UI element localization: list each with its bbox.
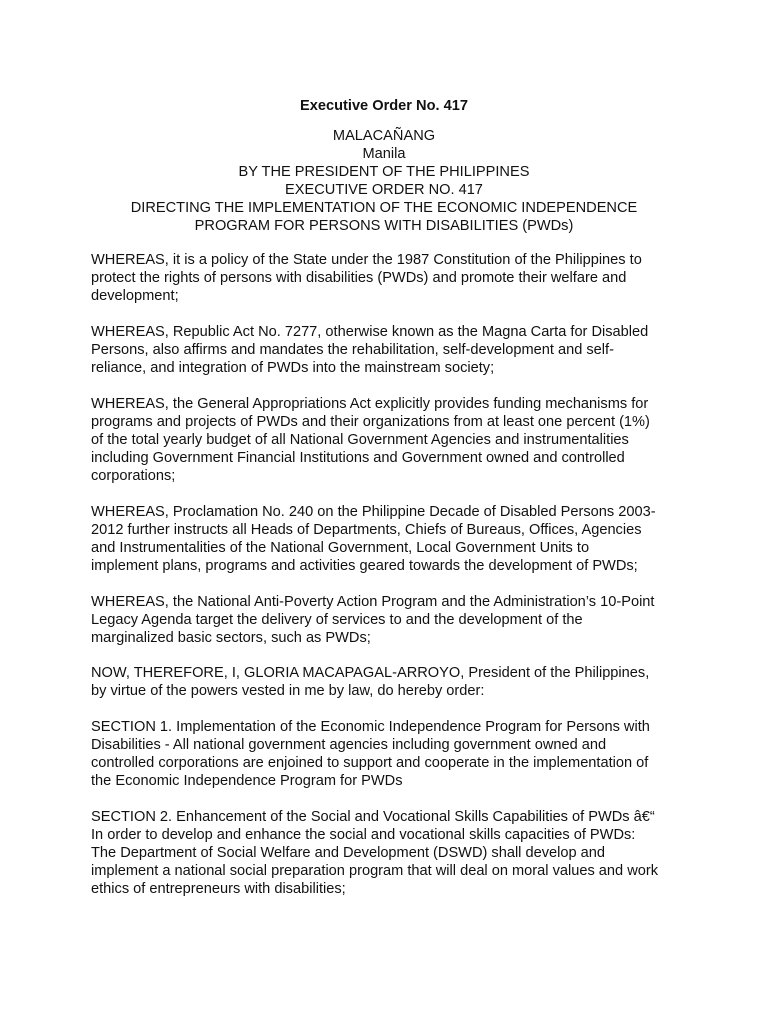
- header-line-issuer: BY THE PRESIDENT OF THE PHILIPPINES: [238, 164, 530, 180]
- paragraph-line: corporations;: [91, 468, 176, 484]
- document-title: Executive Order No. 417: [300, 98, 468, 114]
- paragraph-line: marginalized basic sectors, such as PWDs;: [91, 630, 371, 646]
- header-line-subject: DIRECTING THE IMPLEMENTATION OF THE ECONOMIC INDEPENDENCE: [130, 200, 638, 216]
- paragraph-line: reliance, and integration of PWDs into the mainstream society;: [91, 360, 495, 376]
- header-line-city: Manila: [362, 146, 406, 162]
- paragraph-line: Disabilities - All national government agencies including government owned and: [91, 737, 607, 753]
- paragraph-line: implement plans, programs and activities geared towards the development of PWDs;: [91, 558, 638, 574]
- paragraph-line: and Instrumentalities of the National Government, Local Government Units to: [91, 540, 590, 556]
- header-line-malacanang: MALACAÑANG: [332, 128, 436, 144]
- paragraph-line: WHEREAS, it is a policy of the State under the 1987 Constitution of the Philippines to: [91, 252, 642, 268]
- paragraph-line: the Economic Independence Program for PWDs: [91, 773, 403, 789]
- whereas-paragraph-constitution: [91, 251, 642, 305]
- paragraph-line: Persons, also affirms and mandates the rehabilitation, self-development and self-: [91, 342, 614, 358]
- order-header: [0, 127, 768, 235]
- whereas-paragraph-proclamation: [91, 503, 656, 575]
- paragraph-line: controlled corporations are enjoined to support and cooperate in the implementation of: [91, 755, 649, 771]
- paragraph-line: by virtue of the powers vested in me by law, do hereby order:: [91, 683, 485, 699]
- section-1-paragraph: [91, 718, 650, 790]
- whereas-paragraph-appropriations: [91, 395, 650, 485]
- paragraph-line: ethics of entrepreneurs with disabilities;: [91, 881, 346, 897]
- paragraph-line: WHEREAS, Proclamation No. 240 on the Philippine Decade of Disabled Persons 2003-: [91, 504, 656, 520]
- section-2-paragraph: [91, 808, 658, 898]
- paragraph-line: The Department of Social Welfare and Development (DSWD) shall develop and: [91, 845, 606, 861]
- paragraph-line: Legacy Agenda target the delivery of services to and the development of the: [91, 612, 583, 628]
- paragraph-line: of the total yearly budget of all National Government Agencies and instrumentalities: [91, 432, 629, 448]
- paragraph-line: 2012 further instructs all Heads of Departments, Chiefs of Bureaus, Offices, Agencies: [91, 522, 642, 538]
- paragraph-line: WHEREAS, the National Anti-Poverty Action Program and the Administration’s 10-Point: [91, 594, 655, 610]
- whereas-paragraph-magna-carta: [91, 323, 648, 377]
- paragraph-line: implement a national social preparation program that will deal on moral values and work: [91, 863, 659, 879]
- header-line-order-number: EXECUTIVE ORDER NO. 417: [285, 182, 483, 198]
- therefore-paragraph: [91, 664, 649, 700]
- paragraph-line: NOW, THEREFORE, I, GLORIA MACAPAGAL-ARROYO, President of the Philippines,: [91, 665, 650, 681]
- paragraph-line: In order to develop and enhance the social and vocational skills capacities of PWDs:: [91, 827, 636, 843]
- paragraph-line: WHEREAS, the General Appropriations Act explicitly provides funding mechanisms for: [91, 396, 649, 412]
- paragraph-line: protect the rights of persons with disabilities (PWDs) and promote their welfare and: [91, 270, 627, 286]
- whereas-paragraph-anti-poverty: [91, 593, 654, 647]
- header-line-subject-continued: PROGRAM FOR PERSONS WITH DISABILITIES (PWDs): [194, 218, 574, 234]
- paragraph-line: SECTION 1. Implementation of the Economic Independence Program for Persons with: [91, 719, 650, 735]
- paragraph-line: WHEREAS, Republic Act No. 7277, otherwise known as the Magna Carta for Disabled: [91, 324, 649, 340]
- paragraph-line: SECTION 2. Enhancement of the Social and Vocational Skills Capabilities of PWDs â€“: [91, 809, 655, 825]
- paragraph-line: including Government Financial Institutions and Government owned and controlled: [91, 450, 625, 466]
- paragraph-line: programs and projects of PWDs and their organizations from at least one percent (1%): [91, 414, 650, 430]
- paragraph-line: development;: [91, 288, 179, 304]
